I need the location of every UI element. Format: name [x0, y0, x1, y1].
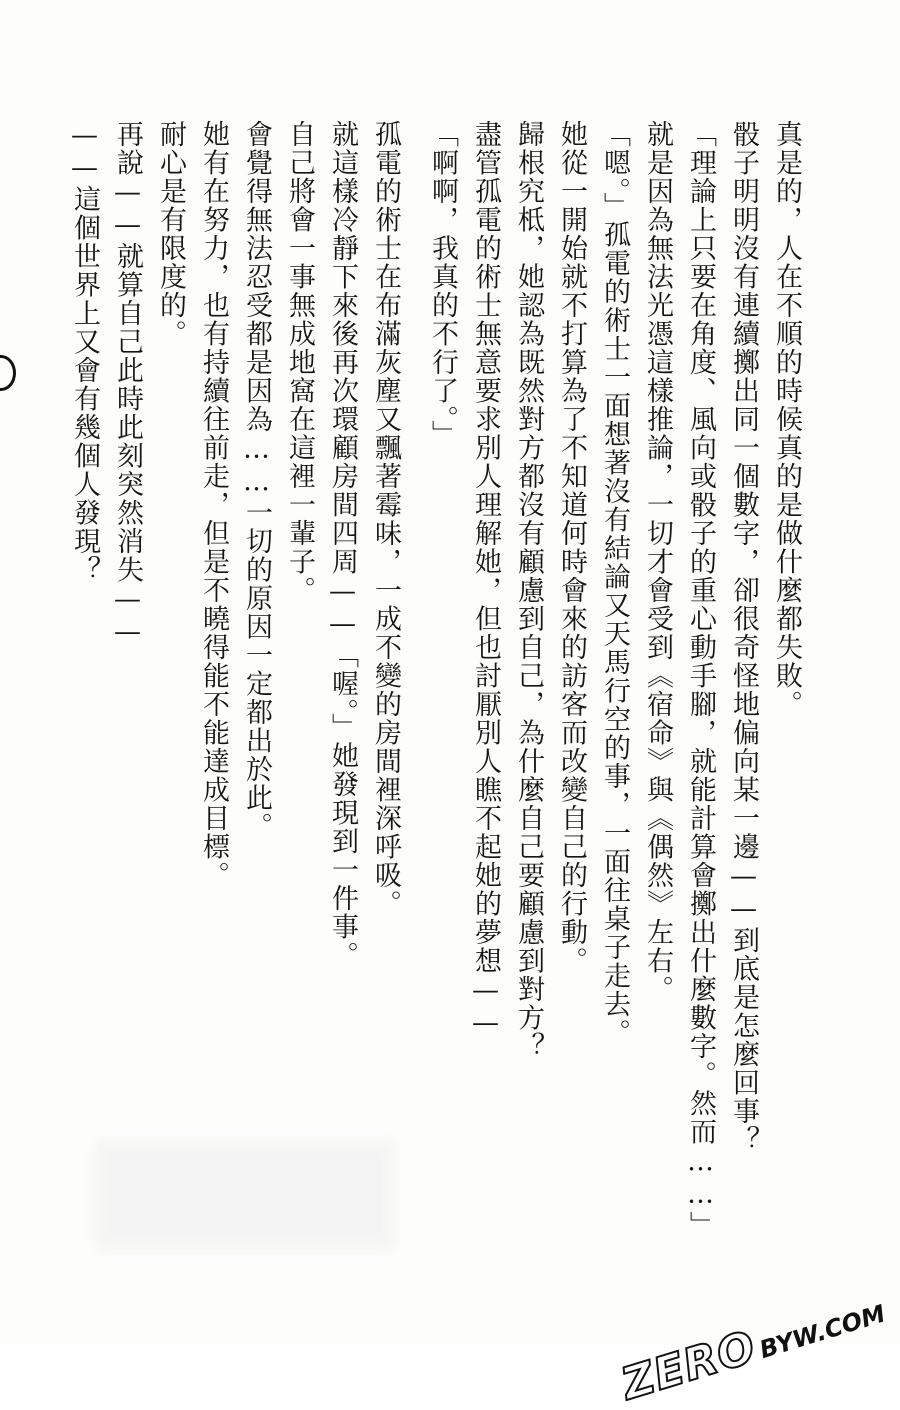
- text-column: 自己將會一事無成地窩在這裡一輩子。: [284, 120, 315, 605]
- text-column: 盡管孤電的術士無意要求別人理解她，但也討厭別人瞧不起她的夢想——: [470, 120, 501, 1040]
- text-column: 歸根究柢，她認為既然對方都沒有顧慮到自己，為什麼自己要顧慮到對方？: [513, 120, 544, 1061]
- text-column: 她從一開始就不打算為了不知道何時會來的訪客而改變自己的行動。: [556, 120, 587, 975]
- text-column: 骰子明明沒有連續擲出同一個數字，卻很奇怪地偏向某一邊——到底是怎麼回事？: [728, 120, 759, 1154]
- text-column: 「嗯。」孤電的術士一面想著沒有結論又天馬行空的事，一面往桌子走去。: [599, 120, 630, 1047]
- text-column: 「啊啊，我真的不行了。」: [427, 120, 458, 449]
- blank-line: [407, 112, 421, 1112]
- text-column: 耐心是有限度的。: [155, 120, 186, 348]
- text-column: 她有在努力，也有持續往前走，但是不曉得能不能達成目標。: [198, 120, 229, 890]
- text-column: 會覺得無法忍受都是因為……一切的原因一定都出於此。: [241, 120, 272, 841]
- site-watermark: [616, 1282, 890, 1410]
- text-column: 就是因為無法光憑這樣推論，一切才會受到《宿命》與《偶然》左右。: [642, 120, 673, 1004]
- page-edge-mark: [0, 355, 16, 391]
- text-column: 再說——就算自己此時此刻突然消失——: [112, 120, 143, 649]
- text-column: ——這個世界上又會有幾個人發現？: [69, 120, 100, 584]
- watermark-suffix: BYW.COM: [756, 1299, 889, 1365]
- vertical-text-body: [63, 112, 808, 1240]
- text-column: 「理論上只要在角度、風向或骰子的重心動手腳，就能計算會擲出什麼數字。然而……」: [685, 120, 716, 1240]
- text-column: 就這樣冷靜下來後再次環顧房間四周——「喔。」她發現到一件事。: [327, 120, 358, 970]
- text-column: 真是的，人在不順的時候真的是做什麼都失敗。: [771, 120, 802, 719]
- watermark-main: ZERO: [615, 1321, 763, 1410]
- text-column: 孤電的術士在布滿灰塵又飄著霉味，一成不變的房間裡深呼吸。: [370, 120, 401, 918]
- scan-shadow: [95, 1140, 395, 1250]
